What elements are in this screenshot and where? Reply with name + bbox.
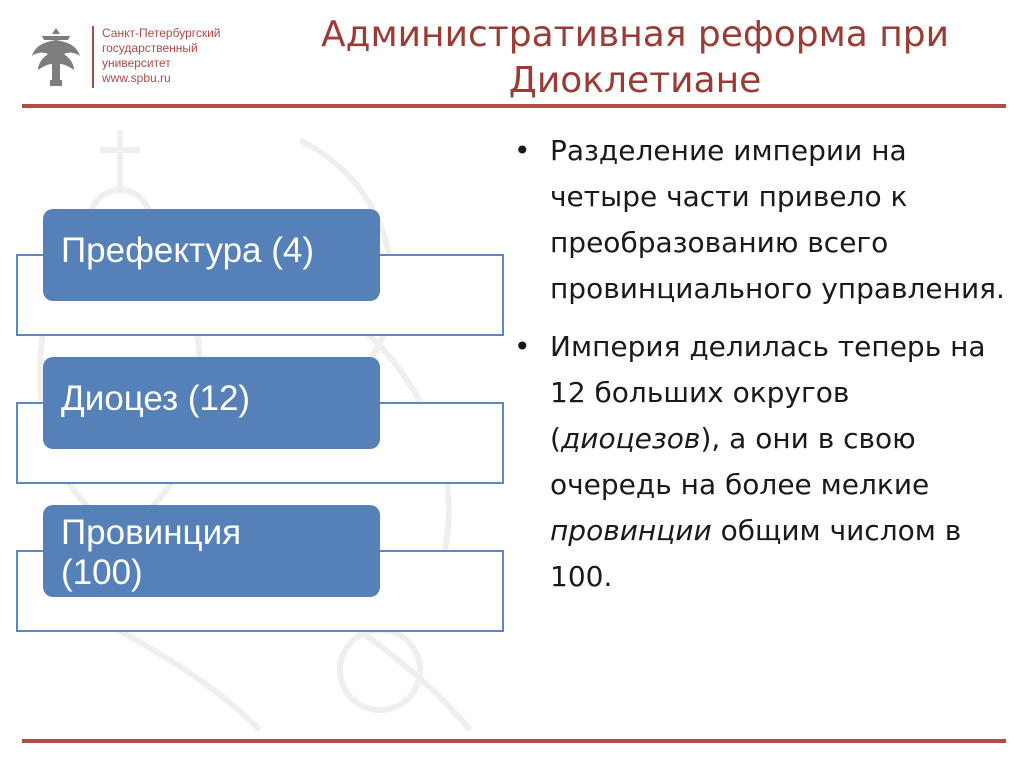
bullet-marker: •	[514, 134, 531, 167]
bullet-item	[508, 324, 1008, 600]
province-label: Провинция	[61, 513, 242, 552]
university-emblem-logo	[28, 22, 84, 90]
title-line-1: Административная реформа при	[320, 14, 950, 55]
logo-line: государственный	[102, 41, 198, 55]
bullet-text: общим числом в 100.	[550, 514, 962, 593]
title-line-2: Диоклетиане	[508, 60, 762, 101]
bullet-text: Разделение империи на четыре части привело к преобразованию всего провинциального управления.	[550, 134, 1005, 305]
slide-title	[290, 12, 980, 104]
province-box	[43, 505, 380, 597]
italic-term-dioceses: диоцезов	[560, 422, 701, 455]
logo-line: Санкт-Петербургский	[102, 26, 221, 40]
university-name	[102, 26, 221, 86]
logo-divider	[92, 26, 94, 88]
bottom-divider	[22, 739, 1006, 743]
diocese-box	[43, 357, 380, 449]
bullet-text: Империя делилась теперь на 12 больших округов (	[550, 330, 986, 455]
province-count: (100)	[61, 553, 143, 592]
italic-term-provinces: провинции	[550, 514, 712, 547]
bullet-item	[508, 128, 1008, 312]
top-divider	[22, 104, 1006, 108]
bullet-list	[508, 128, 1008, 612]
diocese-label: Диоцез (12)	[61, 379, 251, 418]
prefecture-label: Префектура (4)	[61, 231, 315, 270]
logo-url: www.spbu.ru	[102, 71, 171, 85]
prefecture-box	[43, 209, 380, 301]
logo-line: университет	[102, 56, 171, 70]
bullet-text: ), а они в свою очередь на более мелкие	[550, 422, 930, 501]
bullet-marker: •	[514, 330, 531, 363]
